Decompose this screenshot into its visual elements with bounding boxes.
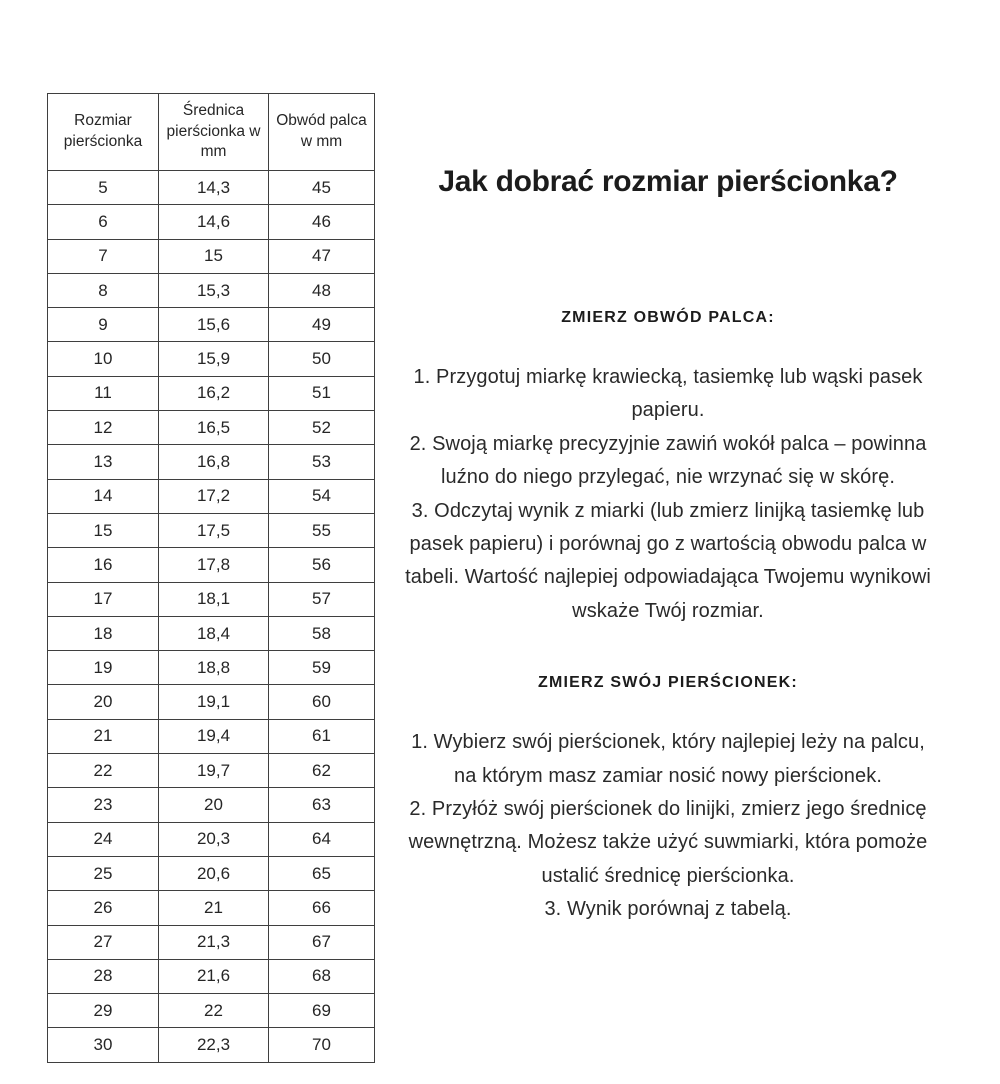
table-row [48,205,375,239]
table-cell: 13 [48,445,159,479]
steps-measure-finger [398,361,938,628]
table-row [48,479,375,513]
table-cell: 62 [269,754,375,788]
table-cell: 14,6 [159,205,269,239]
table-row [48,754,375,788]
table-cell: 21,6 [159,959,269,993]
steps-measure-ring [398,726,938,926]
table-cell: 29 [48,994,159,1028]
table-row [48,273,375,307]
table-cell: 46 [269,205,375,239]
table-cell: 14 [48,479,159,513]
table-cell: 15 [48,513,159,547]
table-cell: 67 [269,925,375,959]
table-row [48,376,375,410]
table-cell: 21,3 [159,925,269,959]
table-cell: 7 [48,239,159,273]
table-row [48,342,375,376]
table-cell: 20 [159,788,269,822]
table-cell: 25 [48,856,159,890]
table-cell: 63 [269,788,375,822]
table-row [48,1028,375,1063]
table-cell: 51 [269,376,375,410]
table-cell: 65 [269,856,375,890]
table-cell: 60 [269,685,375,719]
table-cell: 26 [48,891,159,925]
table-cell: 11 [48,376,159,410]
table-cell: 68 [269,959,375,993]
table-cell: 30 [48,1028,159,1063]
table-cell: 16 [48,548,159,582]
table-cell: 47 [269,239,375,273]
table-row [48,856,375,890]
table-row [48,171,375,205]
header-ring-diameter: Średnica pierścionka w mm [159,94,269,171]
table-cell: 19,4 [159,719,269,753]
table-cell: 8 [48,273,159,307]
table-cell: 70 [269,1028,375,1063]
table-cell: 17,5 [159,513,269,547]
table-cell: 16,5 [159,411,269,445]
table-cell: 18 [48,616,159,650]
table-row [48,925,375,959]
table-cell: 22 [159,994,269,1028]
table-row [48,685,375,719]
step-text: 1. Przygotuj miarkę krawiecką, tasiemkę lub wąski pasek papieru. [413,366,923,422]
table-row [48,788,375,822]
size-table [47,93,375,1063]
page-title: Jak dobrać rozmiar pierścionka? [438,165,898,198]
table-cell: 20 [48,685,159,719]
table-cell: 55 [269,513,375,547]
table-cell: 58 [269,616,375,650]
section-heading-measure-ring: ZMIERZ SWÓJ PIERŚCIONEK: [538,674,798,692]
header-row [48,94,375,171]
table-cell: 24 [48,822,159,856]
table-cell: 9 [48,308,159,342]
step-text: 3. Odczytaj wynik z miarki (lub zmierz linijką tasiemkę lub pasek papieru) i porównaj go z wartością obwodu palca w tabeli. Wartość najlepiej odpowiadająca Twojemu wynikowi wskaże Twój rozmiar. [405,499,931,622]
table-row [48,719,375,753]
table-row [48,548,375,582]
size-table-header [48,94,375,171]
table-row [48,445,375,479]
table-cell: 50 [269,342,375,376]
table-cell: 14,3 [159,171,269,205]
table-row [48,616,375,650]
table-cell: 69 [269,994,375,1028]
table-cell: 57 [269,582,375,616]
table-cell: 15,9 [159,342,269,376]
table-cell: 5 [48,171,159,205]
step-text: 2. Swoją miarkę precyzyjnie zawiń wokół palca – powinna luźno do niego przylegać, nie wrzynać się w skórę. [409,432,927,489]
step-text: 2. Przyłóż swój pierścionek do linijki, zmierz jego średnicę wewnętrzną. Możesz także użyć suwmiarki, która pomoże ustalić średnicę pierścionka. [408,798,928,887]
table-cell: 53 [269,445,375,479]
header-ring-size: Rozmiar pierścionka [48,94,159,171]
table-cell: 49 [269,308,375,342]
table-cell: 22,3 [159,1028,269,1063]
table-cell: 48 [269,273,375,307]
table-row [48,651,375,685]
table-row [48,582,375,616]
table-row [48,513,375,547]
table-cell: 20,3 [159,822,269,856]
table-cell: 21 [159,891,269,925]
table-row [48,411,375,445]
table-cell: 17 [48,582,159,616]
table-cell: 17,8 [159,548,269,582]
table-cell: 54 [269,479,375,513]
table-cell: 16,8 [159,445,269,479]
table-row [48,822,375,856]
table-cell: 15,6 [159,308,269,342]
table-cell: 16,2 [159,376,269,410]
table-row [48,891,375,925]
table-cell: 56 [269,548,375,582]
table-cell: 19 [48,651,159,685]
table-cell: 18,8 [159,651,269,685]
table-cell: 21 [48,719,159,753]
table-cell: 15 [159,239,269,273]
table-cell: 66 [269,891,375,925]
table-cell: 18,1 [159,582,269,616]
table-cell: 52 [269,411,375,445]
step-text: 3. Wynik porównaj z tabelą. [544,898,792,921]
header-finger-circumference: Obwód palca w mm [269,94,375,171]
ring-size-table [47,93,374,1063]
section-heading-measure-finger: ZMIERZ OBWÓD PALCA: [561,309,775,326]
table-cell: 27 [48,925,159,959]
table-row [48,239,375,273]
table-cell: 19,7 [159,754,269,788]
table-cell: 10 [48,342,159,376]
table-cell: 6 [48,205,159,239]
table-cell: 61 [269,719,375,753]
table-row [48,308,375,342]
instructions-column [398,163,938,927]
table-cell: 45 [269,171,375,205]
table-cell: 23 [48,788,159,822]
table-cell: 19,1 [159,685,269,719]
table-cell: 17,2 [159,479,269,513]
size-table-body [48,171,375,1063]
table-row [48,959,375,993]
table-cell: 22 [48,754,159,788]
table-row [48,994,375,1028]
table-cell: 59 [269,651,375,685]
table-cell: 64 [269,822,375,856]
table-cell: 12 [48,411,159,445]
table-cell: 18,4 [159,616,269,650]
step-text: 1. Wybierz swój pierścionek, który najlepiej leży na palcu, na którym masz zamiar nosić nowy pierścionek. [411,731,925,787]
table-cell: 20,6 [159,856,269,890]
table-cell: 28 [48,959,159,993]
table-cell: 15,3 [159,273,269,307]
